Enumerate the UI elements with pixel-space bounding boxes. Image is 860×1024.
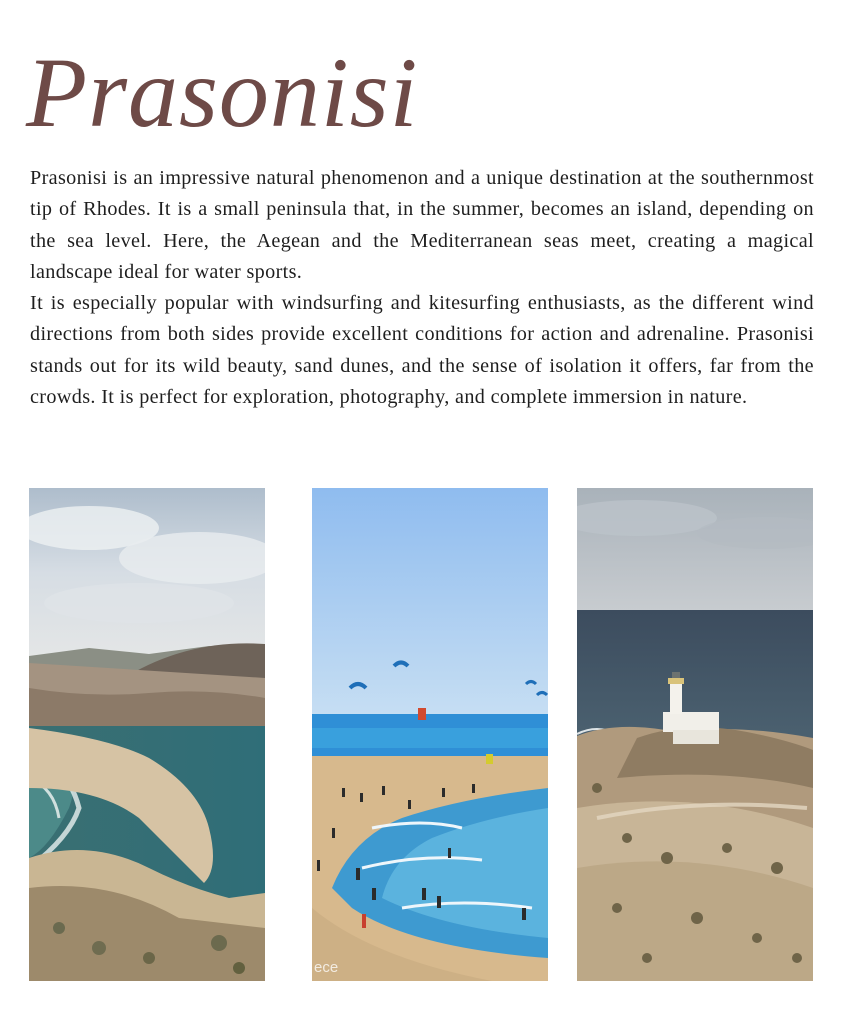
intro-text: [30, 163, 814, 413]
photo-watermark: ece: [314, 959, 339, 976]
intro-paragraph-1: Prasonisi is an impressive natural phenomenon and a unique destination at the southernmost tip of Rhodes. It is a small peninsula that, in the summer, becomes an island, depending on the sea level. Here, the Aegean and the Mediterranean seas meet, creating a magical landscape ideal for water sports.: [30, 167, 814, 283]
photo-kitesurf-beach: [312, 488, 548, 981]
photo-aerial-sandbar: [29, 488, 265, 981]
intro-paragraph-2: It is especially popular with windsurfing and kitesurfing enthusiasts, as the different wind directions from both sides provide excellent conditions for action and adrenaline. Prasonisi stands out for its wild beauty, sand dunes, and the sense of isolation it offers, far from the crowds. It is perfect for exploration, photography, and complete immersion in nature.: [30, 292, 814, 409]
photo-lighthouse: [577, 488, 813, 981]
page-title: Prasonisi: [26, 37, 419, 148]
